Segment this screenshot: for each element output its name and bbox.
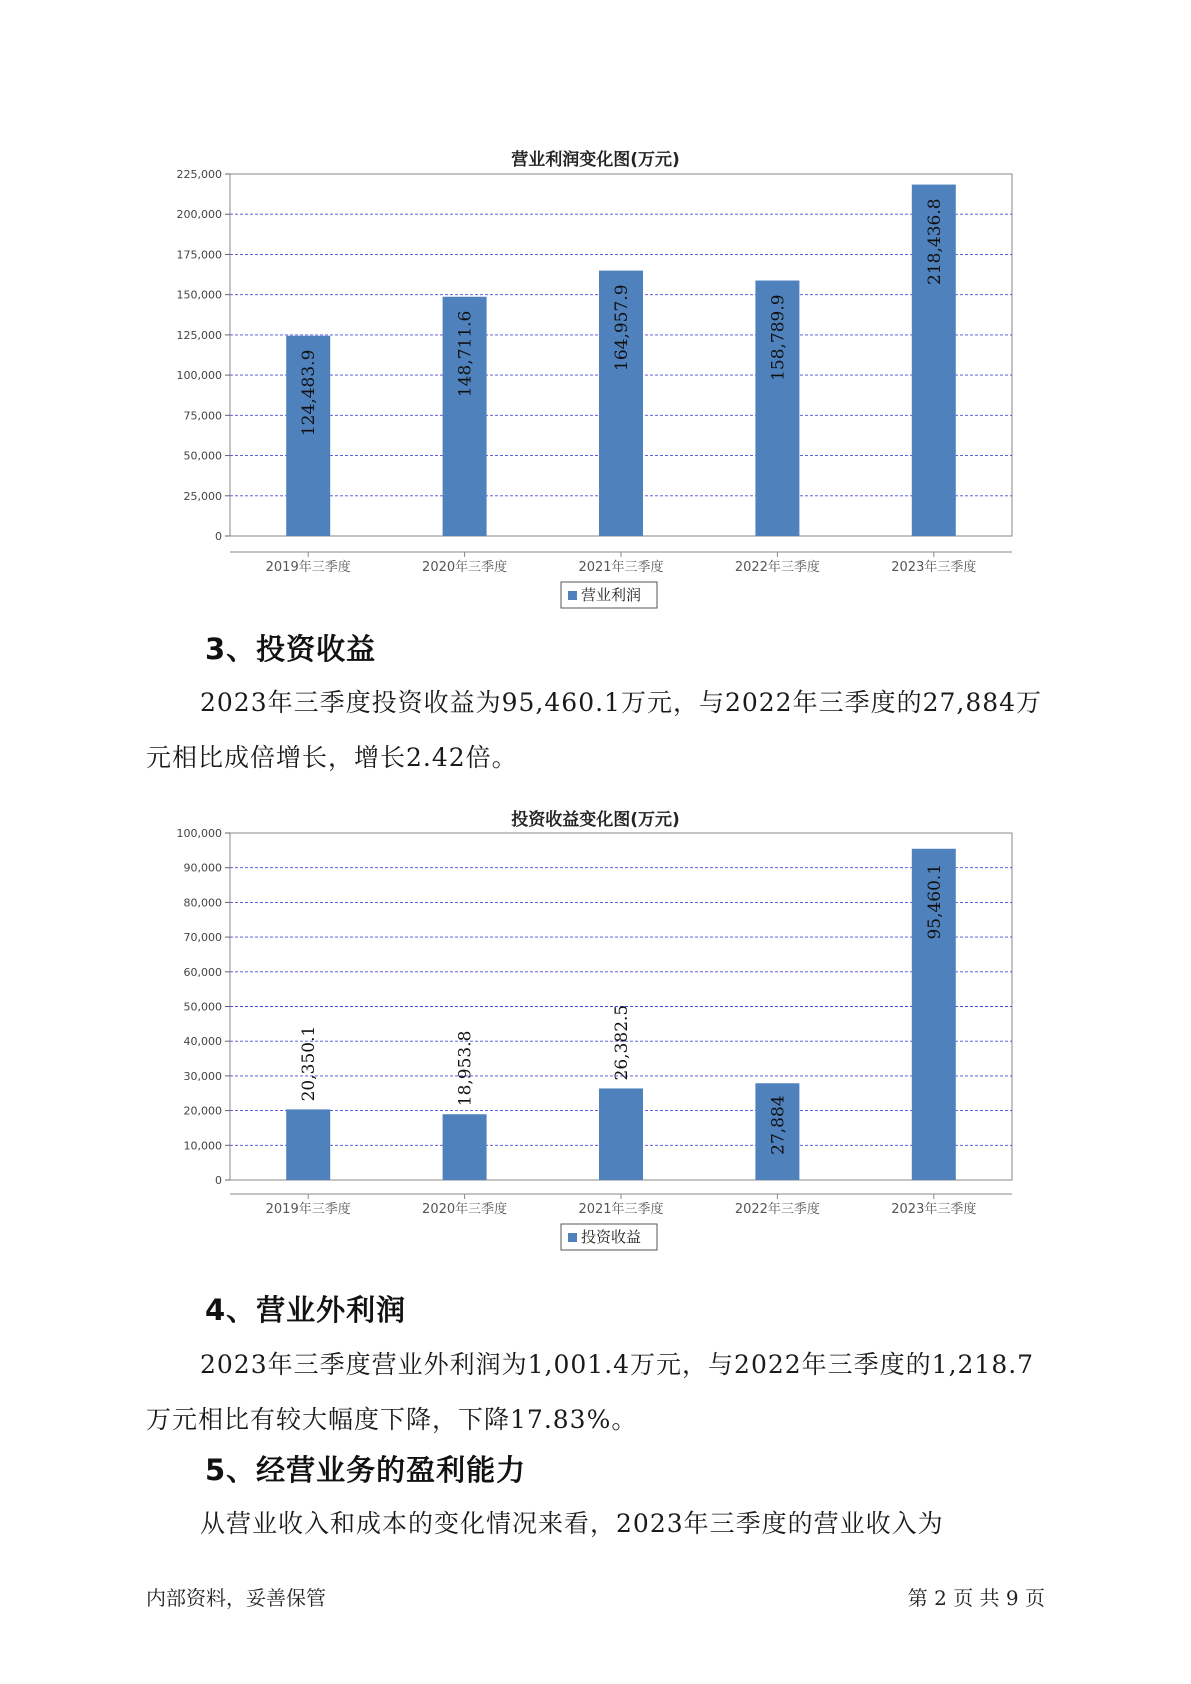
y-tick-label: 75,000: [183, 409, 222, 423]
y-tick-label: 80,000: [183, 896, 222, 910]
x-tick-label: 2019年三季度: [265, 1202, 351, 1217]
paragraph-line: 2023年三季度投资收益为95,460.1万元，与2022年三季度的27,884万: [200, 688, 1043, 717]
section-heading-non-operating-profit: 4、营业外利润: [205, 1293, 407, 1327]
bar-value-label: 164,957.9: [612, 284, 632, 372]
x-tick-label: 2023年三季度: [891, 1202, 977, 1217]
chart-title-investment-income: 投资收益变化图(万元): [511, 810, 680, 830]
footer-confidential-note: 内部资料，妥善保管: [146, 1586, 326, 1610]
paragraph-investment-income: [146, 675, 1046, 785]
paragraph-profitability: [146, 1496, 1046, 1551]
x-tick-label: 2021年三季度: [578, 1202, 664, 1217]
legend-label: 营业利润: [581, 586, 642, 604]
y-tick-label: 175,000: [176, 248, 222, 262]
x-tick-label: 2021年三季度: [578, 560, 664, 575]
legend-swatch: [568, 1233, 577, 1242]
y-tick-label: 0: [215, 530, 222, 543]
y-tick-label: 10,000: [183, 1139, 222, 1153]
y-tick-label: 100,000: [176, 827, 222, 840]
bar-value-label: 148,711.6: [455, 310, 476, 398]
bar-value-label: 158,789.9: [768, 294, 789, 381]
legend-label: 投资收益: [581, 1228, 642, 1246]
y-tick-label: 70,000: [183, 931, 222, 945]
bar-value-label: 18,953.8: [455, 1030, 476, 1107]
bar: [443, 1114, 487, 1180]
y-tick-label: 60,000: [183, 965, 222, 979]
bar-value-label: 124,483.9: [299, 349, 320, 437]
x-tick-label: 2020年三季度: [422, 560, 508, 575]
operating-profit-chart: [0, 160, 1191, 604]
x-tick-label: 2019年三季度: [265, 560, 351, 575]
x-tick-label: 2022年三季度: [734, 560, 820, 575]
bar-value-label: 218,436.8: [924, 198, 945, 285]
y-tick-label: 50,000: [183, 449, 222, 463]
y-tick-label: 20,000: [183, 1104, 222, 1118]
section-heading-profitability: 5、经营业务的盈利能力: [205, 1453, 527, 1487]
y-tick-label: 25,000: [183, 489, 222, 503]
paragraph-line: 2023年三季度营业外利润为1,001.4万元，与2022年三季度的1,218.7: [200, 1350, 1035, 1379]
y-tick-label: 225,000: [176, 168, 222, 181]
y-tick-label: 150,000: [176, 288, 222, 302]
y-tick-label: 125,000: [176, 328, 222, 342]
investment-income-chart: [0, 820, 1191, 1246]
x-tick-label: 2023年三季度: [891, 560, 977, 575]
legend-swatch: [568, 591, 577, 600]
chart-title-operating-profit: 营业利润变化图(万元): [511, 150, 680, 170]
paragraph-line: 从营业收入和成本的变化情况来看，2023年三季度的营业收入为: [200, 1509, 944, 1538]
bar-value-label: 20,350.1: [299, 1025, 320, 1102]
x-tick-label: 2022年三季度: [734, 1202, 820, 1217]
y-tick-label: 0: [215, 1174, 222, 1187]
y-tick-label: 30,000: [183, 1069, 222, 1083]
y-tick-label: 100,000: [176, 369, 222, 383]
bar-value-label: 27,884: [768, 1095, 789, 1155]
y-tick-label: 90,000: [183, 861, 222, 875]
x-tick-label: 2020年三季度: [422, 1202, 508, 1217]
bar: [286, 1109, 330, 1180]
bar-value-label: 26,382.5: [612, 1004, 632, 1081]
paragraph-line: 元相比成倍增长，增长2.42倍。: [146, 743, 518, 772]
footer-page-number: 第 2 页 共 9 页: [907, 1586, 1045, 1610]
bar-value-label: 95,460.1: [924, 863, 945, 940]
paragraph-line: 万元相比有较大幅度下降，下降17.83%。: [146, 1405, 638, 1434]
section-heading-investment-income: 3、投资收益: [205, 632, 377, 666]
y-tick-label: 200,000: [176, 208, 222, 222]
y-tick-label: 50,000: [183, 1000, 222, 1014]
y-tick-label: 40,000: [183, 1035, 222, 1049]
bar: [599, 1088, 643, 1180]
paragraph-non-operating-profit: [146, 1337, 1046, 1447]
